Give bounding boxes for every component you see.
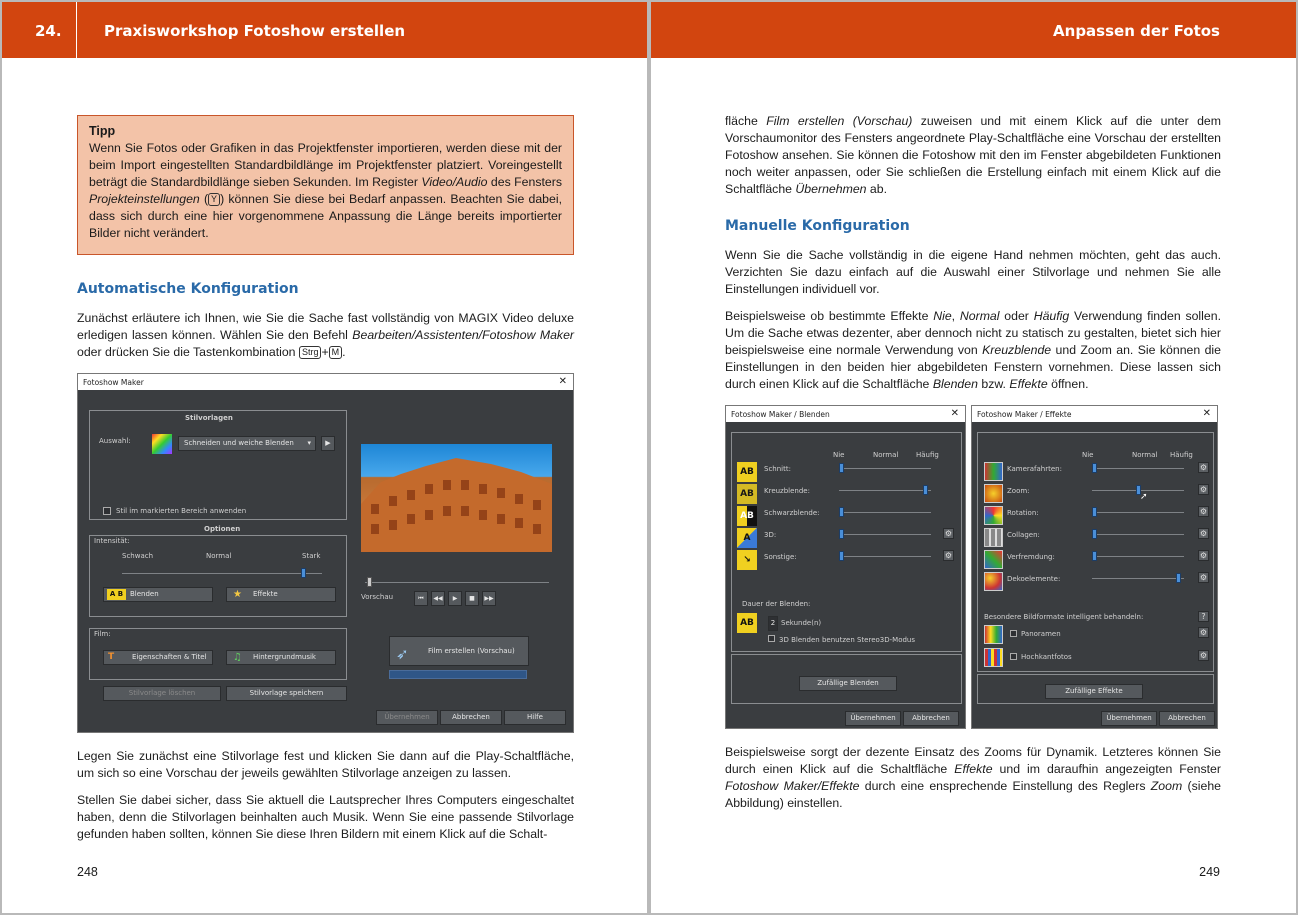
effekte-slider-track	[1092, 534, 1184, 535]
dauer-icon: AB	[737, 613, 757, 633]
schnitt-icon: AB	[737, 462, 757, 482]
paragraph-lautsprecher: Stellen Sie dabei sicher, dass Sie aktuell die Lautsprecher Ihres Computers eingeschaltet haben, denn die Stilvorlagen beinhalten auch Musik. Wenn Sie eine passende Stilvorlage gefunden haben sollten, können Sie diese Ihren Bildern mit einem Klick auf die Schalt-	[77, 793, 574, 841]
left-page	[2, 2, 647, 913]
blenden-slider-track	[839, 490, 931, 491]
blenden-slider-track	[839, 556, 931, 557]
heading-manual: Manuelle Konfiguration	[725, 218, 910, 234]
style-play-button[interactable]	[321, 436, 335, 451]
stereo-label: 3D Blenden benutzen Stereo3D-Modus	[779, 636, 916, 644]
kreuzblende-slider-thumb[interactable]	[923, 485, 928, 495]
title-icon: T	[108, 652, 115, 662]
abbrechen-button[interactable]: Abbrechen	[1159, 711, 1215, 726]
progress-bar	[389, 670, 527, 679]
key-y: Y	[208, 193, 220, 206]
vorschau-label: Vorschau	[361, 593, 394, 601]
gear-icon[interactable]: ⚙	[944, 551, 953, 560]
besondere-label: Besondere Bildformate intelligent behandeln:	[984, 613, 1144, 621]
play-button[interactable]	[448, 591, 462, 606]
chapter-number: 24.	[35, 22, 62, 40]
film-erstellen-button[interactable]: ➶ Film erstellen (Vorschau)	[389, 636, 529, 666]
collagen-icon	[984, 528, 1003, 547]
hochkant-icon	[984, 648, 1003, 667]
right-page	[651, 2, 1296, 913]
dialog-titlebar	[78, 374, 573, 390]
preview-position-thumb[interactable]	[367, 577, 372, 587]
blenden-titlebar	[726, 406, 965, 422]
schwach-label: Schwach	[122, 552, 154, 560]
normal-label: Normal	[873, 451, 899, 459]
effekte-titlebar	[972, 406, 1217, 422]
gear-icon[interactable]: ⚙	[1199, 551, 1208, 560]
rewind-icon: ◀◀	[433, 595, 443, 602]
effekte-dialog	[971, 405, 1218, 729]
nie-label: Nie	[1082, 451, 1094, 459]
dauer-label: Dauer der Blenden:	[742, 600, 811, 608]
stilvorlagen-group	[89, 410, 347, 520]
abbrechen-button[interactable]: Abbrechen	[440, 710, 502, 725]
rotation-slider-thumb[interactable]	[1092, 507, 1097, 517]
dekoelemente-slider-thumb[interactable]	[1176, 573, 1181, 583]
optionen-group	[89, 535, 347, 617]
gear-icon[interactable]: ⚙	[1199, 628, 1208, 637]
header-divider	[76, 2, 77, 58]
panoramen-checkbox[interactable]	[1010, 630, 1017, 637]
stilvorlage-loeschen-button[interactable]: Stilvorlage löschen	[103, 686, 221, 701]
kamerafahrten-slider-thumb[interactable]	[1092, 463, 1097, 473]
paragraph-manual-intro: Wenn Sie die Sache vollständig in die eigene Hand nehmen möchten, geht das auch. Verzichten Sie dazu einfach auf die Auswahl einer Stilvorlage und nehmen Sie alle Einstellungen individuell vor.	[725, 248, 1221, 296]
play-icon: ▶	[325, 439, 331, 447]
preview-timeline	[365, 582, 549, 583]
dauer-input[interactable]: 2	[768, 616, 778, 631]
schwarzblende-icon: AB	[737, 506, 757, 526]
zufaellige-effekte-button[interactable]: Zufällige Effekte	[1045, 684, 1143, 699]
collagen-slider-thumb[interactable]	[1092, 529, 1097, 539]
close-icon[interactable]: ✕	[1202, 408, 1211, 419]
haeufig-label: Häufig	[1170, 451, 1193, 459]
stereo-checkbox[interactable]	[768, 635, 775, 642]
blenden-dialog-title: Fotoshow Maker / Blenden	[731, 410, 830, 419]
close-icon[interactable]: ✕	[950, 408, 959, 419]
uebernehmen-button[interactable]: Übernehmen	[376, 710, 438, 725]
blenden-slider-track	[839, 512, 931, 513]
left-page-header	[2, 2, 647, 58]
verfremdung-icon	[984, 550, 1003, 569]
music-note-icon: ♫	[233, 652, 242, 663]
stil-checkbox[interactable]	[103, 507, 111, 515]
fast-forward-icon: ▶▶	[484, 595, 494, 602]
haeufig-label: Häufig	[916, 451, 939, 459]
uebernehmen-button[interactable]: Übernehmen	[1101, 711, 1157, 726]
dauer-unit: Sekunde(n)	[781, 619, 822, 627]
normal-label: Normal	[1132, 451, 1158, 459]
preview-image	[361, 444, 552, 552]
skip-start-button[interactable]	[414, 591, 428, 606]
stop-icon: ■	[469, 595, 475, 602]
effekte-row-label: Kamerafahrten:	[1007, 465, 1062, 473]
stark-label: Stark	[302, 552, 321, 560]
optionen-label: Optionen	[204, 525, 241, 533]
key-m: M	[329, 346, 343, 359]
effekte-row-label: Collagen:	[1007, 531, 1040, 539]
blenden-row-label: 3D:	[764, 531, 777, 539]
tip-text: Wenn Sie Fotos oder Grafiken in das Projektfenster importieren, werden diese mit der beim Import eingestellten Standardbildlänge im Projektfenster platziert. Voreingestellt beträgt die Standardbildlänge sieben Sekunden. Im Register Video/Audio des Fensters Projekteinstellungen ( Y ) können Sie diese bei Bedarf anpassen. Beachten Sie dabei, dass sich durch eine hier vorgenommene Anpassung die Länge bereits importierter Bilder nicht verändert.	[89, 141, 563, 240]
effekte-row-label: Zoom:	[1007, 487, 1030, 495]
help-icon[interactable]: ?	[1198, 611, 1209, 622]
schnitt-slider-thumb[interactable]	[839, 463, 844, 473]
blenden-button[interactable]: A B Blenden	[103, 587, 213, 602]
eigenschaften-button[interactable]: T Eigenschaften & Titel	[103, 650, 213, 665]
fast-forward-button[interactable]	[482, 591, 496, 606]
gear-icon[interactable]: ⚙	[944, 529, 953, 538]
tip-title: Tipp	[89, 124, 116, 138]
kamerafahrten-icon	[984, 462, 1003, 481]
mouse-cursor-icon: ➚	[1140, 492, 1148, 502]
stilvorlagen-label: Stilvorlagen	[185, 414, 233, 422]
hochkant-label: Hochkantfotos	[1021, 653, 1072, 661]
zoom-icon	[984, 484, 1003, 503]
hochkant-checkbox[interactable]	[1010, 653, 1017, 660]
paragraph-stilvorlage: Legen Sie zunächst eine Stilvorlage fest und klicken Sie dann auf die Play-Schaltfläche, um sich so eine Vorschau der jeweils gewählten Stilvorlage anzeigen zu lassen.	[77, 749, 574, 780]
section-title: Anpassen der Fotos	[1053, 22, 1220, 40]
right-page-header	[651, 2, 1296, 58]
page-number-left: 248	[77, 865, 98, 879]
effekte-row-label: Dekoelemente:	[1007, 575, 1061, 583]
effekte-dialog-title: Fotoshow Maker / Effekte	[977, 410, 1072, 419]
blenden-slider-track	[839, 468, 931, 469]
paragraph-zoom: Beispielsweise sorgt der dezente Einsatz des Zooms für Dynamik. Letzteres können Sie durch einen Klick auf die Schaltfläche Effekte und im daraufhin angezeigten Fenster Fotoshow Maker/Effekte durch eine ensprechende Einstellung des Reglers Zoom (siehe Abbildung) einstellen.	[725, 745, 1221, 810]
intensity-slider-thumb[interactable]	[301, 568, 306, 578]
zufaellige-blenden-button[interactable]: Zufällige Blenden	[799, 676, 897, 691]
normal-label: Normal	[206, 552, 232, 560]
3d-icon: A	[737, 528, 757, 548]
dialog-title: Fotoshow Maker	[83, 378, 144, 387]
key-strg: Strg	[299, 346, 322, 359]
panorama-icon	[984, 625, 1003, 644]
gear-icon[interactable]: ⚙	[1199, 651, 1208, 660]
paragraph-effects: Beispielsweise ob bestimmte Effekte Nie, Normal oder Häufig Verwendung finden sollen. Um die Sache etwas dezenter, aber dennoch nicht zu statisch zu gestalten, bietet sich hier beispielsweise eine normale Verwendung von Kreuzblende und Zoom an. Sie können die Einstellungen in den beiden hier abgebildeten Fenstern vornehmen. Diese lassen sich durch einen Klick auf die Schaltfläche Blenden bzw. Effekte öffnen.	[725, 309, 1221, 391]
play-icon: ▶	[452, 595, 458, 602]
intensity-slider-track	[122, 573, 322, 574]
gear-icon[interactable]: ⚙	[1199, 507, 1208, 516]
auswahl-label: Auswahl:	[99, 437, 131, 445]
chapter-title: Praxisworkshop Fotoshow erstellen	[104, 22, 406, 40]
effekte-slider-track	[1092, 468, 1184, 469]
film-swoosh-icon: ➶	[396, 645, 409, 663]
3d-slider-thumb[interactable]	[839, 529, 844, 539]
gear-icon[interactable]: ⚙	[1199, 485, 1208, 494]
blenden-row-label: Schwarzblende:	[764, 509, 820, 517]
skip-start-icon: ⏮	[418, 595, 424, 602]
style-select[interactable]: Schneiden und weiche Blenden ▾	[178, 436, 316, 451]
gear-icon[interactable]: ⚙	[1199, 463, 1208, 472]
stil-checkbox-label: Stil im markierten Bereich anwenden	[116, 507, 247, 515]
effekte-button[interactable]: ★ Effekte	[226, 587, 336, 602]
sonstige-icon: ↘	[737, 550, 757, 570]
sonstige-slider-thumb[interactable]	[839, 551, 844, 561]
abbrechen-button[interactable]: Abbrechen	[903, 711, 959, 726]
gear-icon[interactable]: ⚙	[1199, 573, 1208, 582]
effekte-slider-track	[1092, 512, 1184, 513]
intensitaet-label: Intensität:	[94, 537, 130, 545]
effekte-row-label: Rotation:	[1007, 509, 1039, 517]
fotoshow-maker-dialog	[77, 373, 574, 733]
effekte-row-label: Verfremdung:	[1007, 553, 1055, 561]
blenden-dialog	[725, 405, 966, 729]
star-icon: ★	[233, 589, 242, 600]
uebernehmen-button[interactable]: Übernehmen	[845, 711, 901, 726]
paragraph-continuation: fläche Film erstellen (Vorschau) zuweisen und mit einem Klick auf die unter dem Vorschaumonitor des Fensters angeordnete Play-Schaltfläche eine Vorschau der erstellten Fotoshow ansehen. Sie können die Fotoshow mit den im Fenster abgebildeten Funktionen noch weiter anpassen, oder Sie schließen die Erstellung einfach mit einem Klick auf die Schaltfläche Übernehmen ab.	[725, 114, 1221, 196]
stop-button[interactable]	[465, 591, 479, 606]
page-number-right: 249	[1199, 865, 1220, 879]
panoramen-label: Panoramen	[1021, 630, 1061, 638]
tip-box	[77, 115, 574, 255]
nie-label: Nie	[833, 451, 845, 459]
palace-facade-illustration	[361, 444, 552, 552]
kreuzblende-icon: AB	[737, 484, 757, 504]
hilfe-button[interactable]: Hilfe	[504, 710, 566, 725]
effekte-slider-track	[1092, 556, 1184, 557]
blenden-slider-track	[839, 534, 931, 535]
blenden-row-label: Kreuzblende:	[764, 487, 810, 495]
rotation-icon	[984, 506, 1003, 525]
schwarzblende-slider-thumb[interactable]	[839, 507, 844, 517]
effekte-slider-track	[1092, 578, 1184, 579]
rewind-button[interactable]	[431, 591, 445, 606]
verfremdung-slider-thumb[interactable]	[1092, 551, 1097, 561]
film-label: Film:	[94, 630, 111, 638]
blenden-row-label: Schnitt:	[764, 465, 791, 473]
ab-transition-icon: A B	[107, 589, 126, 600]
chevron-down-icon: ▾	[307, 439, 311, 447]
style-thumbnail-icon	[152, 434, 172, 454]
gear-icon[interactable]: ⚙	[1199, 529, 1208, 538]
stilvorlage-speichern-button[interactable]: Stilvorlage speichern	[226, 686, 347, 701]
blenden-row-label: Sonstige:	[764, 553, 797, 561]
paragraph-intro: Zunächst erläutere ich Ihnen, wie Sie die Sache fast vollständig von MAGIX Video deluxe erledigen lassen können. Wählen Sie den Befehl Bearbeiten/Assistenten/Fotoshow Maker oder drücken Sie die Tastenkombination Strg + M .	[77, 311, 574, 359]
close-icon[interactable]: ✕	[558, 376, 567, 387]
heading-automatic: Automatische Konfiguration	[77, 281, 299, 297]
musik-button[interactable]: ♫ Hintergrundmusik	[226, 650, 336, 665]
dekoelemente-icon	[984, 572, 1003, 591]
